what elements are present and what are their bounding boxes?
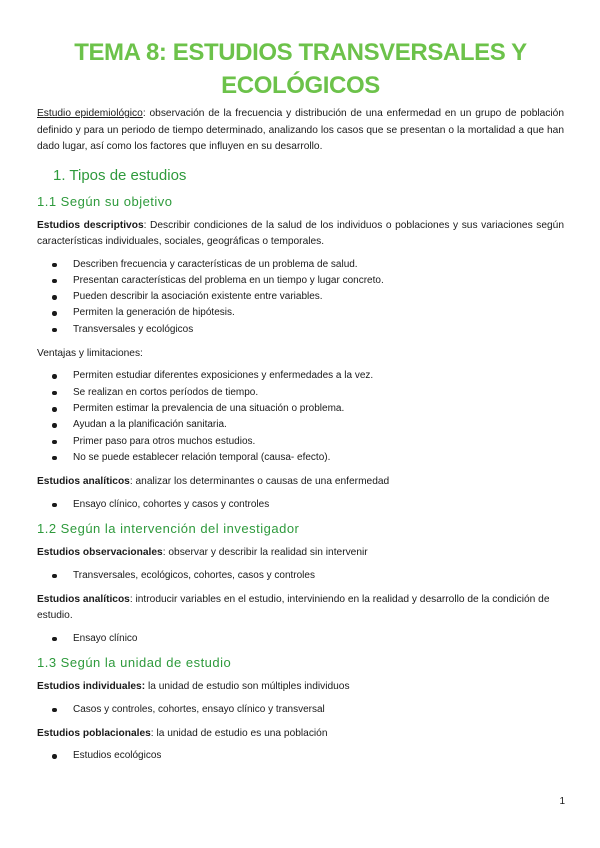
observacionales-list [37, 568, 564, 584]
descriptivos-term: Estudios descriptivos [37, 219, 144, 231]
page-title: TEMA 8: ESTUDIOS TRANSVERSALES Y ECOLÓGICOS [74, 39, 527, 99]
individuales-text: la unidad de estudio son múltiples individuos [145, 681, 350, 693]
list-item: Presentan características del problema en un tiempo y lugar concreto. [37, 273, 564, 289]
poblacionales-paragraph [37, 726, 564, 743]
analiticos-paragraph [37, 474, 564, 491]
list-item: Ensayo clínico, cohortes y casos y controles [37, 497, 564, 513]
list-item: Estudios ecológicos [37, 748, 564, 764]
page-number: 1 [559, 796, 565, 807]
observacionales-paragraph [37, 545, 564, 562]
list-item: Transversales, ecológicos, cohortes, casos y controles [37, 568, 564, 584]
list-item: Primer paso para otros muchos estudios. [37, 434, 564, 450]
definition-term: Estudio epidemiológico [37, 108, 143, 119]
poblacionales-list [37, 748, 564, 764]
analiticos-2-text: : introducir variables en el estudio, interviniendo en la realidad y desarrollo de la condición de estudio. [37, 593, 550, 622]
list-item: Permiten estudiar diferentes exposiciones y enfermedades a la vez. [37, 368, 564, 384]
subsection-heading-intervencion: 1.2 Según la intervención del investigador [37, 521, 300, 537]
individuales-term: Estudios individuales: [37, 681, 146, 693]
ventajas-list [37, 368, 564, 466]
list-item: Permiten estimar la prevalencia de una situación o problema. [37, 401, 564, 417]
ventajas-label: Ventajas y limitaciones: [37, 347, 143, 359]
analiticos-2-term: Estudios analíticos [37, 593, 130, 605]
list-item: Ayudan a la planificación sanitaria. [37, 417, 564, 433]
list-item: Se realizan en cortos períodos de tiempo. [37, 385, 564, 401]
definition-text: : observación de la frecuencia y distribución de una enfermedad en un grupo de población definido y para un periodo de tiempo determinado, analizando los casos que se presentan o la mortalidad a que han dado lugar, así como los factores que influyen en su desarrollo. [37, 108, 564, 152]
observacionales-text: : observar y describir la realidad sin intervenir [162, 547, 368, 559]
analiticos-term: Estudios analíticos [37, 476, 130, 488]
list-item: Pueden describir la asociación existente entre variables. [37, 289, 564, 305]
individuales-paragraph [37, 679, 564, 696]
list-item: No se puede establecer relación temporal (causa- efecto). [37, 450, 564, 466]
subsection-heading-objetivo: 1.1 Según su objetivo [37, 193, 173, 209]
poblacionales-text: : la unidad de estudio es una población [150, 727, 328, 739]
analiticos-2-paragraph [37, 592, 564, 625]
poblacionales-term: Estudios poblacionales [37, 727, 151, 739]
list-item: Casos y controles, cohortes, ensayo clínico y transversal [37, 702, 564, 718]
list-item: Describen frecuencia y características de un problema de salud. [37, 257, 564, 273]
analiticos-2-list [37, 631, 564, 647]
subsection-heading-unidad: 1.3 Según la unidad de estudio [37, 655, 232, 671]
descriptivos-list [37, 257, 564, 338]
analiticos-text: : analizar los determinantes o causas de una enfermedad [129, 476, 390, 488]
list-item: Permiten la generación de hipótesis. [37, 305, 564, 321]
individuales-list [37, 702, 564, 718]
section-heading-tipos: 1. Tipos de estudios [53, 166, 187, 184]
list-item: Transversales y ecológicos [37, 322, 564, 338]
list-item: Ensayo clínico [37, 631, 564, 647]
observacionales-term: Estudios observacionales [37, 547, 163, 559]
descriptivos-text: : Describir condiciones de la salud de los individuos o poblaciones y sus variaciones según características individuales, sociales, geográficas o temporales. [37, 219, 564, 247]
descriptivos-paragraph [37, 218, 564, 251]
definition-paragraph [37, 106, 564, 156]
document-page [37, 0, 564, 765]
analiticos-list [37, 497, 564, 513]
